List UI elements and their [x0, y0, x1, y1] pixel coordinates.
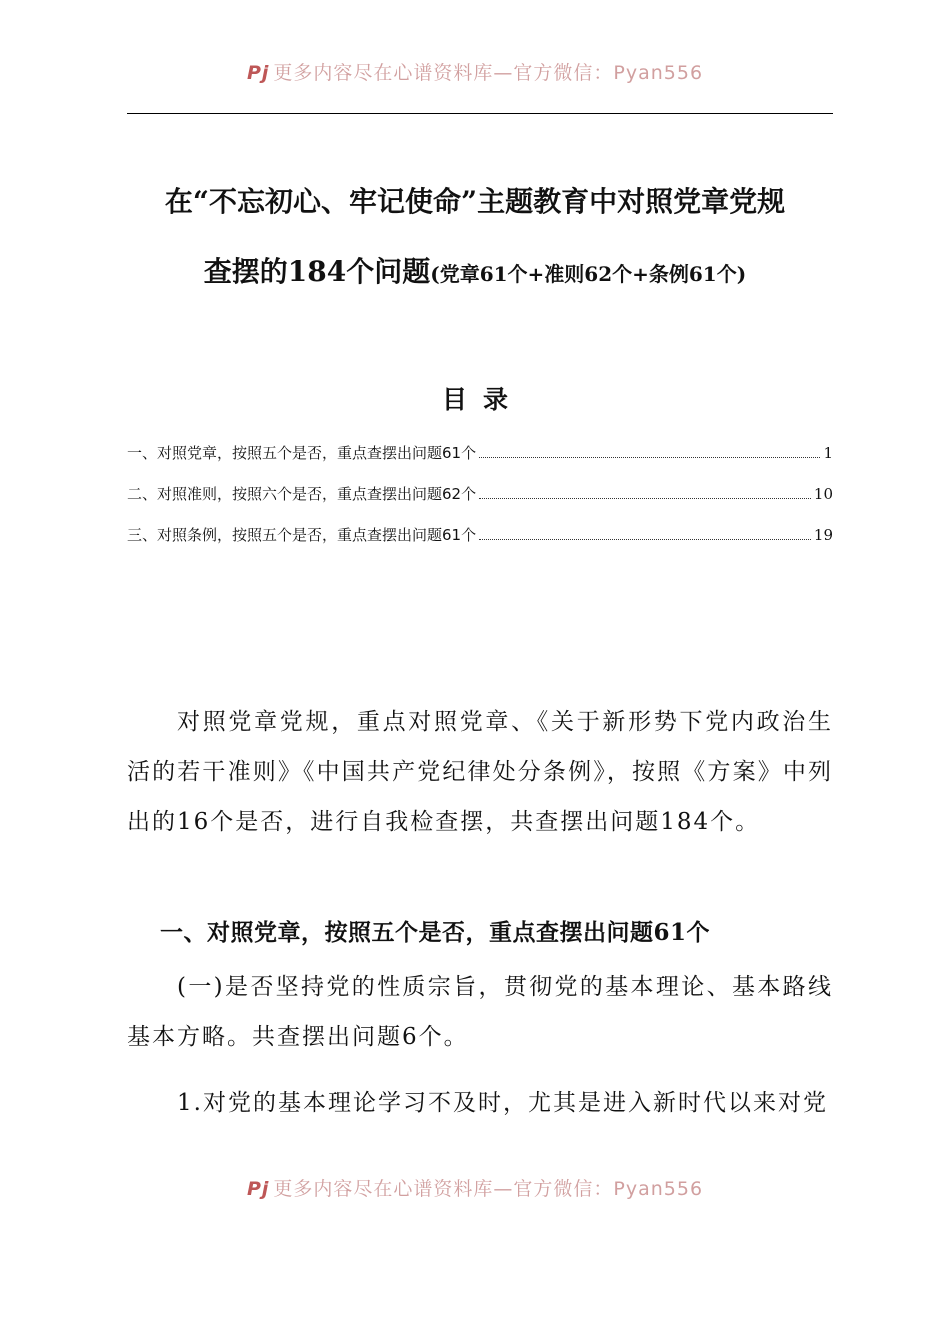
section-heading-1: 一、对照党章，按照五个是否，重点查摆出问题61个	[160, 919, 711, 946]
watermark-text: 更多内容尽在心谱资料库—官方微信：Pyan556	[273, 62, 704, 84]
table-of-contents	[127, 442, 833, 565]
header-watermark	[0, 58, 950, 85]
toc-entry-page: 19	[813, 526, 833, 544]
toc-entry-label: 三、对照条例，按照五个是否，重点查摆出问题61个	[127, 526, 477, 544]
title-main: 查摆的184个问题	[203, 255, 431, 288]
toc-entry-label: 二、对照准则，按照六个是否，重点查摆出问题62个	[127, 485, 477, 503]
footer-watermark	[0, 1174, 950, 1201]
document-title-line-2	[80, 250, 870, 290]
subsection-paragraph-1: (一)是否坚持党的性质宗旨，贯彻党的基本理论、基本路线基本方略。共查摆出问题6个。	[127, 974, 833, 1050]
toc-entry-2[interactable]	[127, 483, 833, 524]
toc-heading: 目录	[441, 385, 524, 414]
title-detail: (党章61个+准则62个+条例61个)	[430, 262, 747, 286]
watermark-logo-icon: Pj	[246, 1178, 270, 1200]
toc-entry-1[interactable]	[127, 442, 833, 483]
toc-entry-page: 10	[813, 485, 833, 503]
toc-leader-dots	[479, 457, 820, 458]
watermark-logo-icon: Pj	[246, 62, 270, 84]
header-divider	[127, 113, 833, 114]
watermark-text: 更多内容尽在心谱资料库—官方微信：Pyan556	[273, 1178, 704, 1200]
intro-paragraph: 对照党章党规，重点对照党章、《关于新形势下党内政治生活的若干准则》《中国共产党纪律处分条例》，按照《方案》中列出的16个是否，进行自我检查摆，共查摆出问题184个。	[127, 709, 833, 835]
list-item-1: 1.对党的基本理论学习不及时，尤其是进入新时代以来对党	[177, 1090, 828, 1116]
toc-leader-dots	[479, 498, 811, 499]
toc-leader-dots	[479, 539, 811, 540]
toc-entry-page: 1	[823, 444, 833, 462]
toc-entry-label: 一、对照党章，按照五个是否，重点查摆出问题61个	[127, 444, 477, 462]
toc-entry-3[interactable]	[127, 524, 833, 565]
document-title-line-1: 在“不忘初心、牢记使命”主题教育中对照党章党规	[164, 185, 786, 218]
